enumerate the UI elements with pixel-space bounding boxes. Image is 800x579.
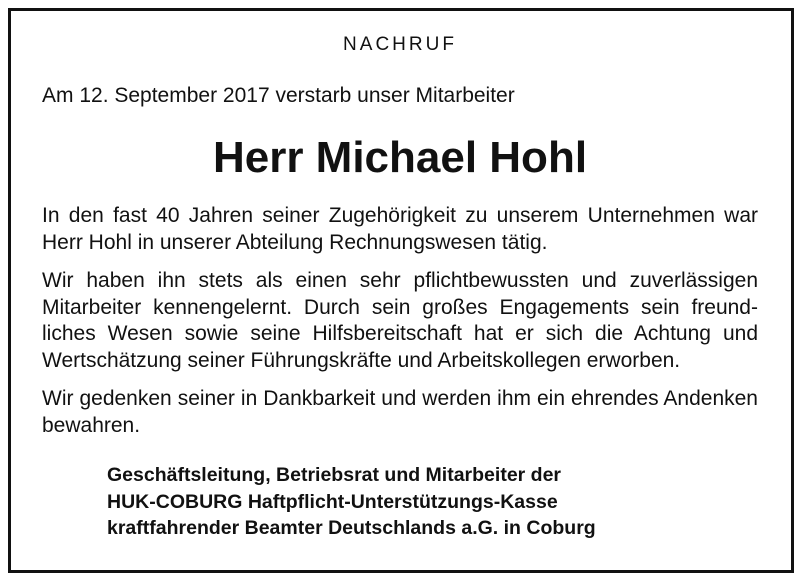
intro-line: Am 12. September 2017 verstarb unser Mitarbeiter [42,84,515,107]
signature-line: Geschäftsleitung, Betriebsrat und Mitarbeiter der [107,464,562,486]
signature-line: HUK-COBURG Haftpflicht-Unterstützungs-Kasse [107,490,558,513]
signature-line: kraftfahrender Beamter Deutschlands a.G. in Coburg [107,517,596,539]
paragraph-character: Wir haben ihn stets als einen sehr pflichtbewussten und zuverlässigen Mitarbeiter kennengelernt. Durch sein großes Engagements sein freundliches Wesen sowie seine Hilfsbereitschaft hat er sich die Achtung und Wertschätzung seiner Führungskräfte und Arbeitskollegen erworben. [42,269,758,372]
deceased-name: Herr Michael Hohl [212,133,588,182]
notice-heading: NACHRUF [343,34,457,55]
signature-block [107,462,596,542]
paragraph-tenure: In den fast 40 Jahren seiner Zugehörigkeit zu unserem Unternehmen war Herr Hohl in unserer Abteilung Rechnungswesen tätig. [42,204,758,254]
paragraph-remembrance: Wir gedenken seiner in Dankbarkeit und werden ihm ein ehrendes Andenken bewahren. [42,387,758,437]
